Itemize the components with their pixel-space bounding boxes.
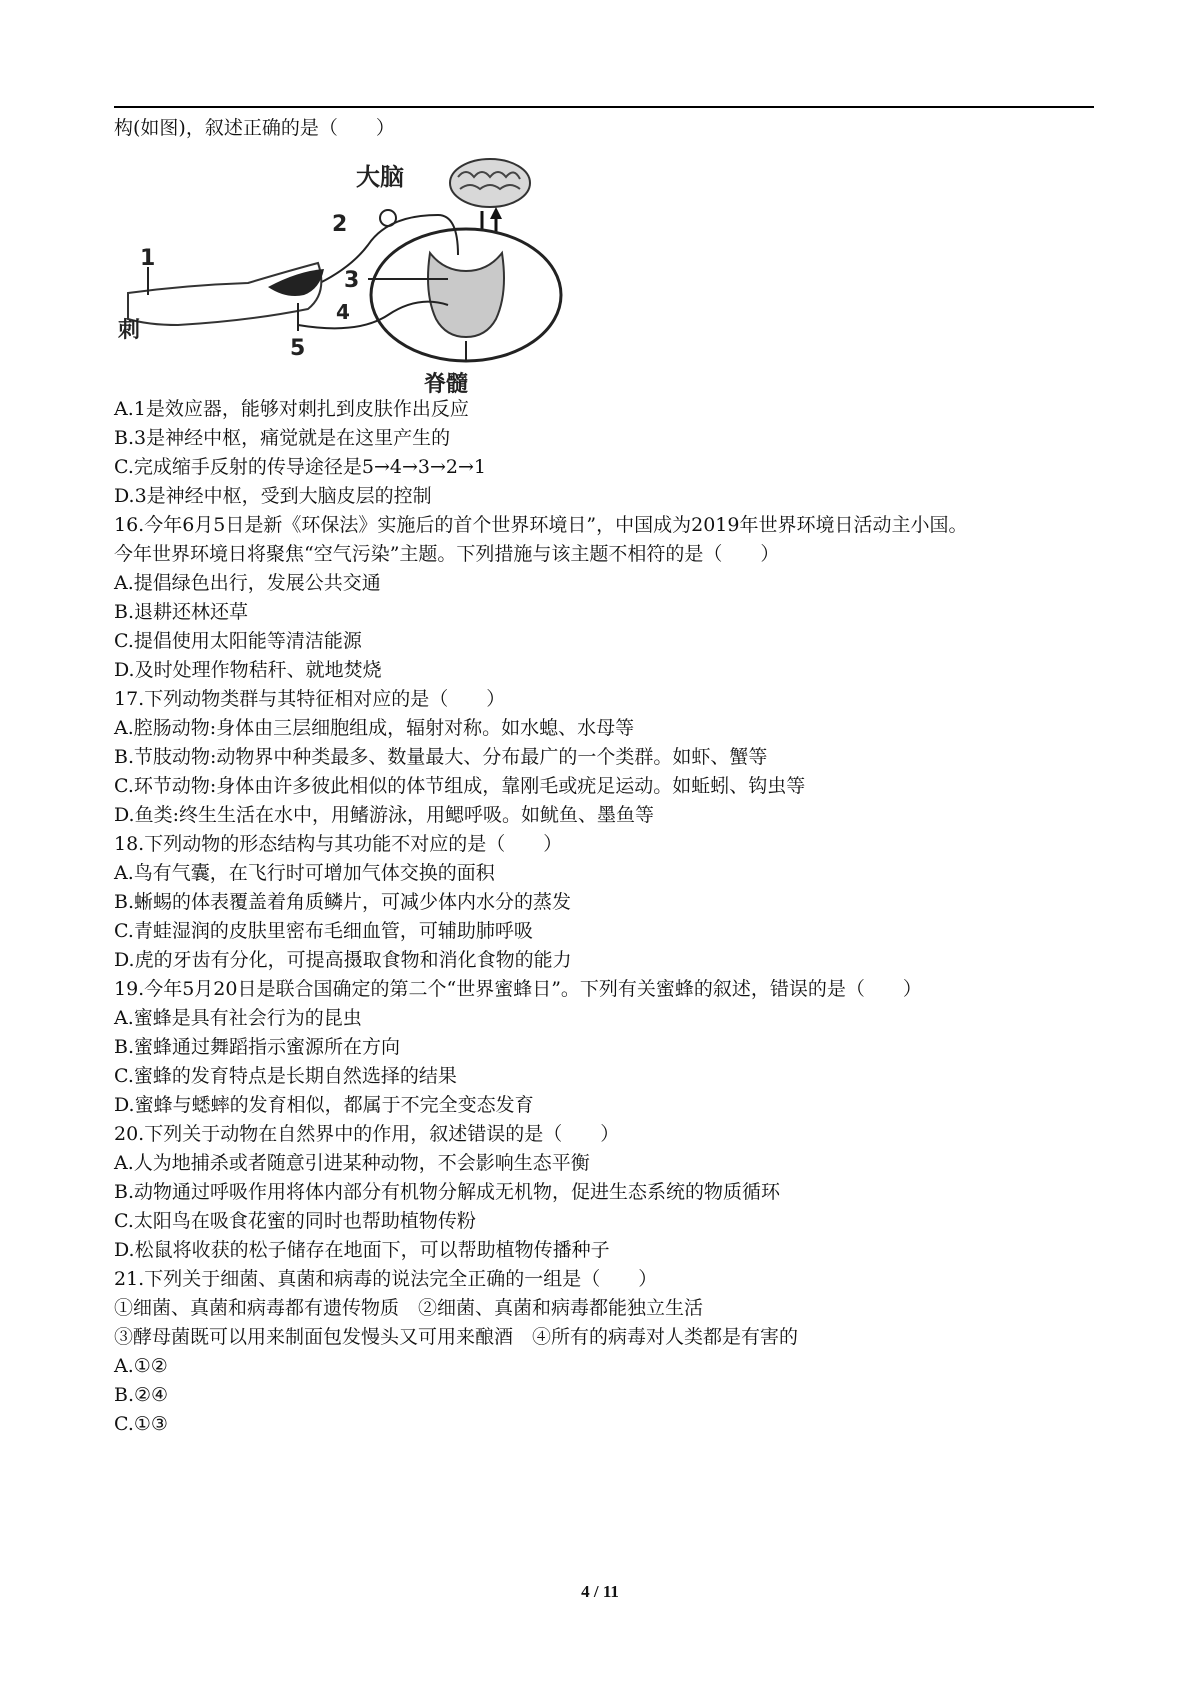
label-spinal-cord: 脊髓 xyxy=(424,372,469,397)
option-line: D.虎的牙齿有分化，可提高摄取食物和消化食物的能力 xyxy=(114,949,572,971)
option-line: B.②④ xyxy=(114,1384,169,1406)
option-line: B.蜥蜴的体表覆盖着角质鳞片，可减少体内水分的蒸发 xyxy=(114,891,572,913)
label-4: 4 xyxy=(336,300,350,324)
option-line: B.3是神经中枢，痛觉就是在这里产生的 xyxy=(114,427,451,449)
option-line: D.松鼠将收获的松子储存在地面下，可以帮助植物传播种子 xyxy=(114,1239,610,1261)
question-line: 18.下列动物的形态结构与其功能不对应的是（ ） xyxy=(114,833,563,855)
option-line: C.青蛙湿润的皮肤里密布毛细血管，可辅助肺呼吸 xyxy=(114,920,533,942)
header-rule xyxy=(114,106,1094,108)
question-line: 20.下列关于动物在自然界中的作用，叙述错误的是（ ） xyxy=(114,1123,620,1145)
option-line: B.退耕还林还草 xyxy=(114,601,249,623)
question-15-stem-end: 构(如图)，叙述正确的是（ ） xyxy=(114,117,395,139)
option-line: B.动物通过呼吸作用将体内部分有机物分解成无机物，促进生态系统的物质循环 xyxy=(114,1181,781,1203)
label-5: 5 xyxy=(290,336,306,361)
option-line: A.①② xyxy=(114,1355,168,1377)
label-3: 3 xyxy=(344,268,360,293)
option-line: A.1是效应器，能够对刺扎到皮肤作出反应 xyxy=(114,398,469,420)
option-line: D.及时处理作物秸秆、就地焚烧 xyxy=(114,659,382,681)
arm xyxy=(128,263,324,325)
option-line: D.蜜蜂与蟋蟀的发育相似，都属于不完全变态发育 xyxy=(114,1094,534,1116)
question-line: 19.今年5月20日是联合国确定的第二个“世界蜜蜂日”。下列有关蜜蜂的叙述，错误的是（ ） xyxy=(114,978,922,1000)
option-line: A.人为地捕杀或者随意引进某种动物，不会影响生态平衡 xyxy=(114,1152,590,1174)
question-line: 21.下列关于细菌、真菌和病毒的说法完全正确的一组是（ ） xyxy=(114,1268,658,1290)
spinal-cord-section xyxy=(371,229,561,361)
option-line: C.提倡使用太阳能等清洁能源 xyxy=(114,630,362,652)
label-brain: 大脑 xyxy=(356,163,404,191)
option-line: B.节肢动物:动物界中种类最多、数量最大、分布最广的一个类群。如虾、蟹等 xyxy=(114,746,768,768)
question-line: 今年世界环境日将聚焦“空气污染”主题。下列措施与该主题不相符的是（ ） xyxy=(114,543,780,565)
question-line: 17.下列动物类群与其特征相对应的是（ ） xyxy=(114,688,506,710)
option-line: A.蜜蜂是具有社会行为的昆虫 xyxy=(114,1007,362,1029)
label-stimulus: 刺 xyxy=(118,318,141,343)
option-line: C.环节动物:身体由许多彼此相似的体节组成，靠刚毛或疣足运动。如蚯蚓、钩虫等 xyxy=(114,775,806,797)
option-line: B.蜜蜂通过舞蹈指示蜜源所在方向 xyxy=(114,1036,401,1058)
label-1: 1 xyxy=(140,246,156,271)
option-line: D.鱼类:终生生活在水中，用鳍游泳，用鳃呼吸。如鱿鱼、墨鱼等 xyxy=(114,804,654,826)
page-number: 4 / 11 xyxy=(581,1582,619,1601)
option-line: C.①③ xyxy=(114,1413,168,1435)
option-line: C.太阳鸟在吸食花蜜的同时也帮助植物传粉 xyxy=(114,1210,476,1232)
option-line: A.腔肠动物:身体由三层细胞组成，辐射对称。如水螅、水母等 xyxy=(114,717,635,739)
statement-line: ③酵母菌既可以用来制面包发慢头又可用来酿酒 ④所有的病毒对人类都是有害的 xyxy=(114,1326,799,1348)
option-line: C.蜜蜂的发育特点是长期自然选择的结果 xyxy=(114,1065,457,1087)
statement-line: ①细菌、真菌和病毒都有遗传物质 ②细菌、真菌和病毒都能独立生活 xyxy=(114,1297,704,1319)
reflex-arc-diagram xyxy=(118,155,578,400)
brain-image xyxy=(450,159,530,207)
question-line: 16.今年6月5日是新《环保法》实施后的首个世界环境日”，中国成为2019年世界环境日活动主小国。 xyxy=(114,514,968,536)
option-line: C.完成缩手反射的传导途径是5→4→3→2→1 xyxy=(114,456,487,478)
option-line: A.提倡绿色出行，发展公共交通 xyxy=(114,572,381,594)
option-line: D.3是神经中枢，受到大脑皮层的控制 xyxy=(114,485,432,507)
label-2: 2 xyxy=(332,212,348,237)
option-line: A.鸟有气囊，在飞行时可增加气体交换的面积 xyxy=(114,862,495,884)
